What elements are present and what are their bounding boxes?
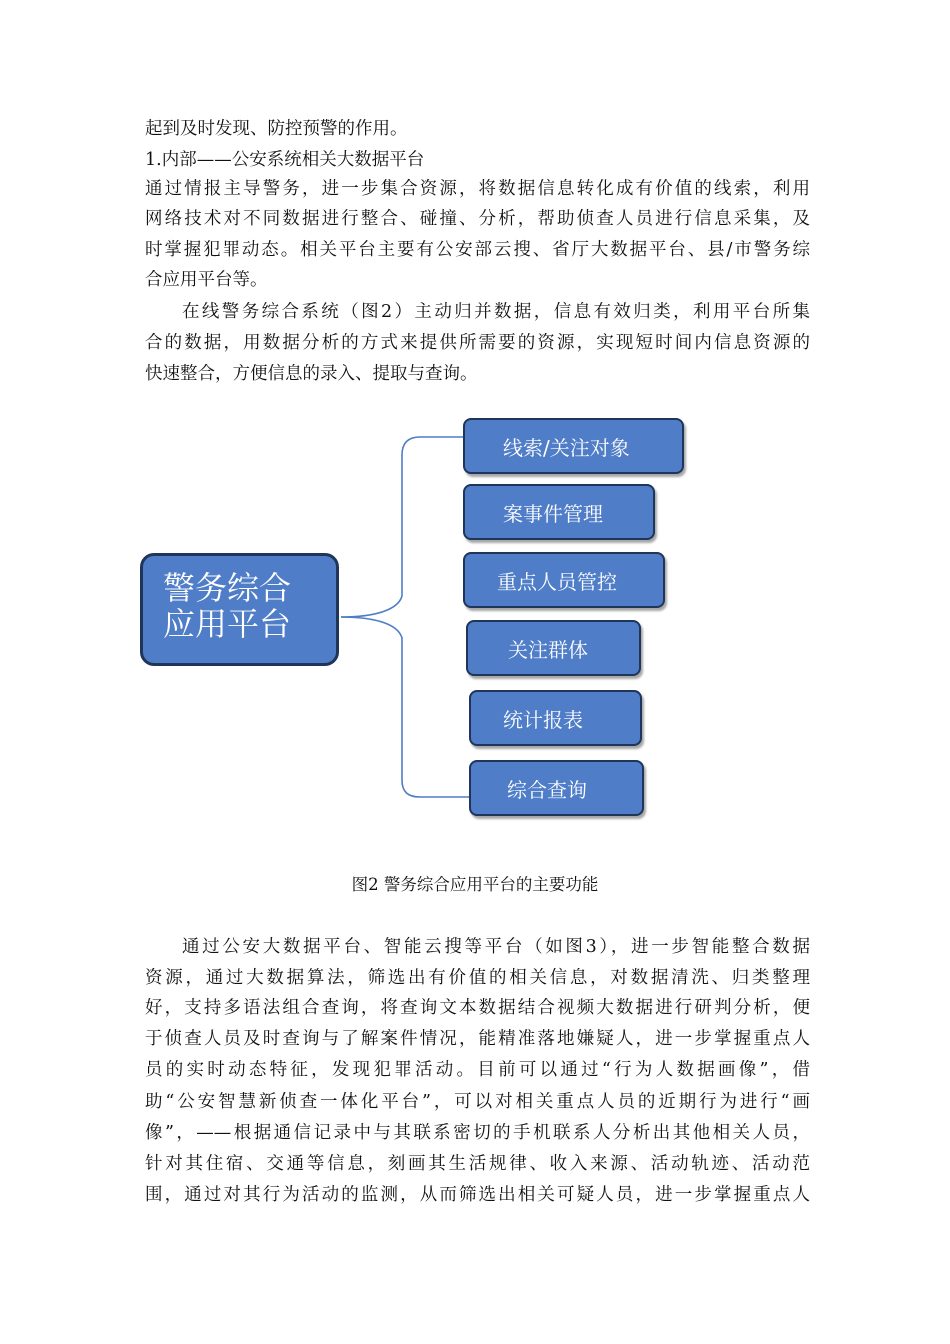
text-line: 通过公安大数据平台、智能云搜等平台（如图3），进一步智能整合数据 <box>182 937 810 957</box>
text-line: 于侦查人员及时查询与了解案件情况，能精准落地嫌疑人，进一步掌握重点人 <box>145 1029 810 1049</box>
section-heading: 1.内部——公安系统相关大数据平台 <box>145 150 425 170</box>
branch-label: 关注群体 <box>508 637 588 662</box>
text-line: 围，通过对其行为活动的监测，从而筛选出相关可疑人员，进一步掌握重点人 <box>145 1185 810 1205</box>
text-line: 像”，——根据通信记录中与其联系密切的手机联系人分析出其他相关人员， <box>145 1123 810 1143</box>
text-line: 好，支持多语法组合查询，将查询文本数据结合视频大数据进行研判分析，便 <box>145 998 810 1018</box>
main-platform-label-line2: 应用平台 <box>163 605 292 643</box>
text-line: 合应用平台等。 <box>145 270 268 290</box>
figure-caption: 图2 警务综合应用平台的主要功能 <box>351 875 599 894</box>
branch-label: 综合查询 <box>507 777 587 802</box>
branch-label: 案事件管理 <box>503 501 603 526</box>
text-line: 快速整合，方便信息的录入、提取与查询。 <box>145 364 478 384</box>
branch-label: 线索/关注对象 <box>503 435 630 460</box>
branch-box-query <box>469 760 644 816</box>
text-line: 合的数据，用数据分析的方式来提供所需要的资源，实现短时间内信息资源的 <box>145 333 810 353</box>
text-line: 助“公安智慧新侦查一体化平台”，可以对相关重点人员的近期行为进行“画 <box>145 1092 810 1112</box>
text-line: 网络技术对不同数据进行整合、碰撞、分析，帮助侦查人员进行信息采集，及 <box>145 209 810 229</box>
connector-line <box>341 437 464 617</box>
text-line: 员的实时动态特征，发现犯罪活动。目前可以通过“行为人数据画像”，借 <box>145 1060 810 1080</box>
branch-box-focus-groups <box>466 620 641 676</box>
main-platform-box <box>140 553 339 666</box>
branch-box-case-management <box>463 484 655 540</box>
branch-label: 统计报表 <box>503 707 583 732</box>
text-line: 资源，通过大数据算法，筛选出有价值的相关信息，对数据清洗、归类整理 <box>145 968 810 988</box>
text-line: 起到及时发现、防控预警的作用。 <box>145 119 408 139</box>
text-line: 通过情报主导警务，进一步集合资源，将数据信息转化成有价值的线索，利用 <box>145 179 810 199</box>
branch-box-clues <box>463 418 684 474</box>
connector-line <box>341 617 470 797</box>
branch-box-statistics <box>469 690 642 746</box>
text-line: 时掌握犯罪动态。相关平台主要有公安部云搜、省厅大数据平台、县/市警务综 <box>145 240 810 260</box>
branch-label: 重点人员管控 <box>497 569 617 594</box>
main-platform-label-line1: 警务综合 <box>163 569 292 607</box>
text-line: 在线警务综合系统（图2）主动归并数据，信息有效归类，利用平台所集 <box>182 302 810 322</box>
text-line: 针对其住宿、交通等信息，刻画其生活规律、收入来源、活动轨迹、活动范 <box>145 1154 810 1174</box>
branch-box-key-personnel <box>463 552 665 608</box>
